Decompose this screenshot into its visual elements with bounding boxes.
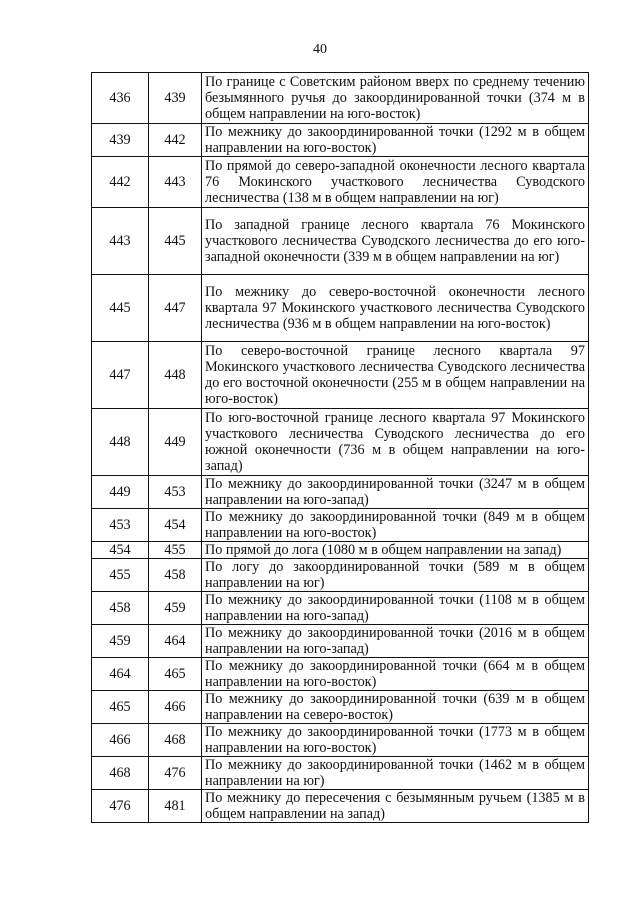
point-from: 448 <box>92 409 149 476</box>
point-from: 436 <box>92 73 149 124</box>
point-to: 449 <box>149 409 202 476</box>
segment-description: По логу до закоординированной точки (589 м в общем направлении на юг) <box>202 559 589 592</box>
table-row <box>92 757 589 790</box>
point-from: 459 <box>92 625 149 658</box>
point-to: 466 <box>149 691 202 724</box>
table-row <box>92 658 589 691</box>
segment-description: По прямой до лога (1080 м в общем направлении на запад) <box>202 542 589 559</box>
point-to: 454 <box>149 509 202 542</box>
segment-description: По межнику до закоординированной точки (1462 м в общем направлении на юг) <box>202 757 589 790</box>
table-row <box>92 275 589 342</box>
segment-description: По межнику до закоординированной точки (1108 м в общем направлении на юго-запад) <box>202 592 589 625</box>
table-row <box>92 542 589 559</box>
point-from: 466 <box>92 724 149 757</box>
point-to: 447 <box>149 275 202 342</box>
point-from: 449 <box>92 476 149 509</box>
point-from: 458 <box>92 592 149 625</box>
point-from: 445 <box>92 275 149 342</box>
table-row <box>92 691 589 724</box>
point-to: 443 <box>149 157 202 208</box>
table-row <box>92 342 589 409</box>
segment-description: По прямой до северо-западной оконечности лесного квартала 76 Мокинского участкового лесничества Суводского лесничества (138 м в общем направлении на юг) <box>202 157 589 208</box>
table-row <box>92 509 589 542</box>
point-to: 465 <box>149 658 202 691</box>
table-row <box>92 73 589 124</box>
segment-description: По межнику до закоординированной точки (2016 м в общем направлении на юго-запад) <box>202 625 589 658</box>
table-row <box>92 724 589 757</box>
point-from: 455 <box>92 559 149 592</box>
table-row <box>92 476 589 509</box>
point-from: 442 <box>92 157 149 208</box>
boundary-description-table <box>91 72 589 823</box>
segment-description: По межнику до закоординированной точки (3247 м в общем направлении на юго-запад) <box>202 476 589 509</box>
segment-description: По межнику до закоординированной точки (1773 м в общем направлении на юго-восток) <box>202 724 589 757</box>
segment-description: По межнику до закоординированной точки (1292 м в общем направлении на юго-восток) <box>202 124 589 157</box>
table-row <box>92 790 589 823</box>
table-row <box>92 409 589 476</box>
point-to: 453 <box>149 476 202 509</box>
point-to: 458 <box>149 559 202 592</box>
point-to: 448 <box>149 342 202 409</box>
segment-description: По юго-восточной границе лесного квартала 97 Мокинского участкового лесничества Суводского лесничества до его южной оконечности (736 м в общем направлении на юго-запад) <box>202 409 589 476</box>
segment-description: По межнику до закоординированной точки (664 м в общем направлении на юго-восток) <box>202 658 589 691</box>
point-from: 454 <box>92 542 149 559</box>
table-row <box>92 157 589 208</box>
table-body <box>92 73 589 823</box>
segment-description: По северо-восточной границе лесного квартала 97 Мокинского участкового лесничества Суводского лесничества до его восточной оконечности (255 м в общем направлении на юго-восток) <box>202 342 589 409</box>
segment-description: По западной границе лесного квартала 76 Мокинского участкового лесничества Суводского лесничества до его юго-западной оконечности (339 м в общем направлении на юг) <box>202 208 589 275</box>
segment-description: По межнику до пересечения с безымянным ручьем (1385 м в общем направлении на запад) <box>202 790 589 823</box>
point-to: 481 <box>149 790 202 823</box>
table-row <box>92 208 589 275</box>
segment-description: По межнику до закоординированной точки (639 м в общем направлении на северо-восток) <box>202 691 589 724</box>
page-number: 40 <box>313 42 327 57</box>
segment-description: По межнику до закоординированной точки (849 м в общем направлении на юго-восток) <box>202 509 589 542</box>
point-from: 447 <box>92 342 149 409</box>
point-to: 459 <box>149 592 202 625</box>
point-to: 476 <box>149 757 202 790</box>
table-row <box>92 124 589 157</box>
point-from: 464 <box>92 658 149 691</box>
point-to: 464 <box>149 625 202 658</box>
segment-description: По границе с Советским районом вверх по среднему течению безымянного ручья до закоординированной точки (374 м в общем направлении на юго-восток) <box>202 73 589 124</box>
point-to: 468 <box>149 724 202 757</box>
point-from: 476 <box>92 790 149 823</box>
point-from: 439 <box>92 124 149 157</box>
point-from: 443 <box>92 208 149 275</box>
point-to: 442 <box>149 124 202 157</box>
segment-description: По межнику до северо-восточной оконечности лесного квартала 97 Мокинского участкового лесничества Суводского лесничества (936 м в общем направлении на юго-восток) <box>202 275 589 342</box>
point-to: 455 <box>149 542 202 559</box>
point-from: 468 <box>92 757 149 790</box>
table-row <box>92 592 589 625</box>
table-row <box>92 625 589 658</box>
point-from: 453 <box>92 509 149 542</box>
point-to: 439 <box>149 73 202 124</box>
point-to: 445 <box>149 208 202 275</box>
table-row <box>92 559 589 592</box>
point-from: 465 <box>92 691 149 724</box>
